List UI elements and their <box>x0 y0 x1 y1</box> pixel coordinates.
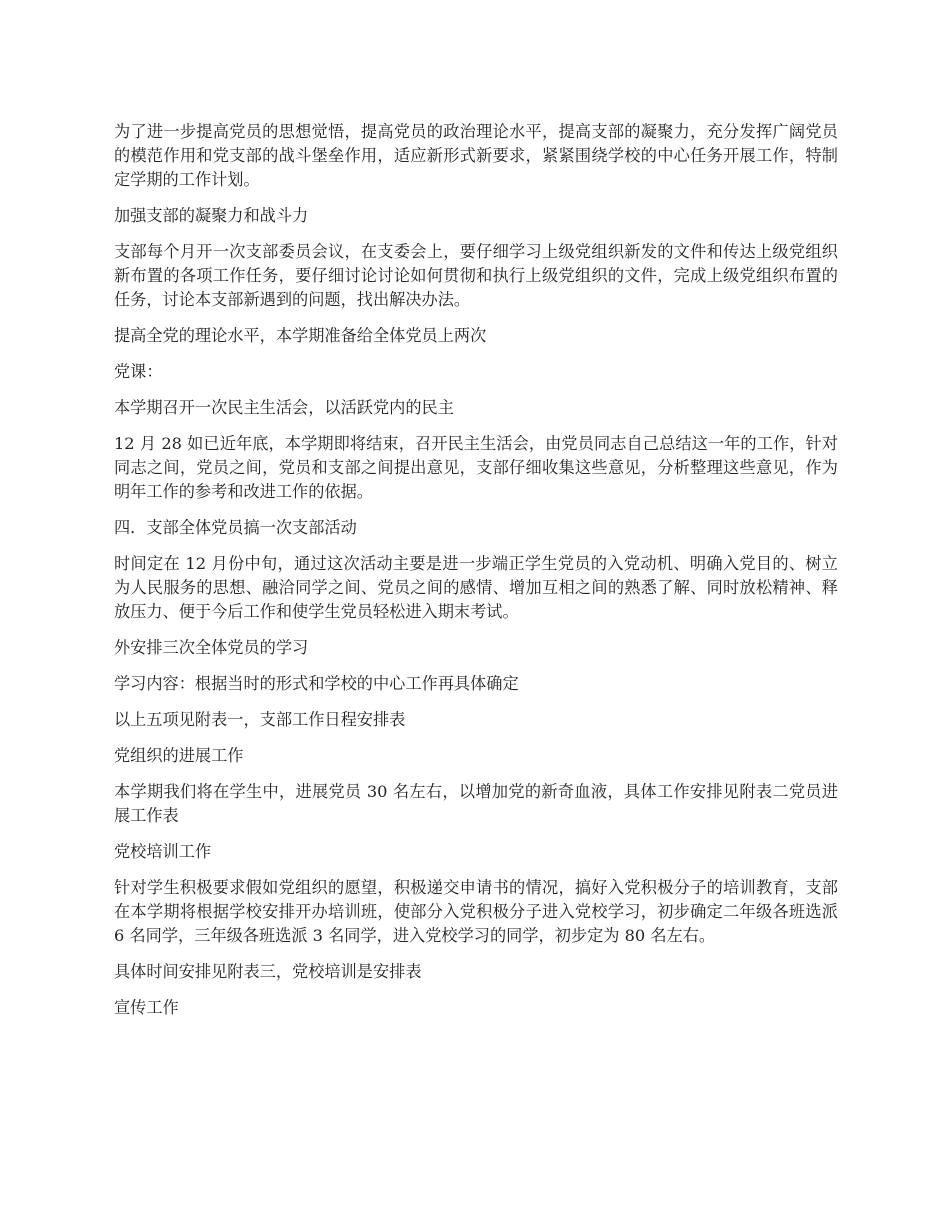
intro-paragraph: 为了进一步提高党员的思想觉悟，提高党员的政治理论水平，提高支部的凝聚力，充分发挥广阔党员的模范作用和党支部的战斗堡垒作用，适应新形式新要求，紧紧围绕学校的中心任务开展工作，特制定学期的工作计划。 <box>114 122 838 189</box>
body-paragraph: 学习内容：根据当时的形式和学校的中心工作再具体确定 <box>114 674 519 693</box>
body-paragraph: 以上五项见附表一，支部工作日程安排表 <box>114 710 406 729</box>
section-heading: 党组织的进展工作 <box>114 746 244 765</box>
section-heading: 提高全党的理论水平，本学期准备给全体党员上两次 <box>114 326 487 345</box>
section-heading: 加强支部的凝聚力和战斗力 <box>114 206 309 225</box>
section-heading: 四．支部全体党员搞一次支部活动 <box>114 518 357 537</box>
body-paragraph: 本学期我们将在学生中，进展党员 30 名左右，以增加党的新奇血液，具体工作安排见附表二党员进展工作表 <box>114 782 838 825</box>
section-heading: 党校培训工作 <box>114 842 212 861</box>
body-paragraph: 具体时间安排见附表三，党校培训是安排表 <box>114 962 422 981</box>
body-paragraph: 12 月 28 如已近年底，本学期即将结束，召开民主生活会，由党员同志自己总结这一年的工作，针对同志之间，党员之间，党员和支部之间提出意见，支部仔细收集这些意见，分析整理这些意见，作为明年工作的参考和改进工作的依据。 <box>114 434 838 501</box>
section-heading: 党课： <box>114 362 163 381</box>
section-heading: 宣传工作 <box>114 998 179 1017</box>
section-heading: 本学期召开一次民主生活会，以活跃党内的民主 <box>114 398 454 417</box>
body-paragraph: 针对学生积极要求假如党组织的愿望，积极递交申请书的情况，搞好入党积极分子的培训教育，支部在本学期将根据学校安排开办培训班，使部分入党积极分子进入党校学习，初步确定二年级各班选派 6 名同学，三年级各班选派 3 名同学，进入党校学习的同学，初步定为 80 名左右。 <box>114 878 838 945</box>
section-heading: 外安排三次全体党员的学习 <box>114 638 309 657</box>
body-paragraph: 支部每个月开一次支部委员会议，在支委会上，要仔细学习上级党组织新发的文件和传达上级党组织新布置的各项工作任务，要仔细讨论讨论如何贯彻和执行上级党组织的文件，完成上级党组织布置的任务，讨论本支部新遇到的问题，找出解决办法。 <box>114 242 838 309</box>
document-body <box>114 120 838 1020</box>
body-paragraph: 时间定在 12 月份中旬，通过这次活动主要是进一步端正学生党员的入党动机、明确入党目的、树立为人民服务的思想、融洽同学之间、党员之间的感情、增加互相之间的熟悉了解、同时放松精神、释放压力、便于今后工作和使学生党员轻松进入期末考试。 <box>114 554 838 621</box>
